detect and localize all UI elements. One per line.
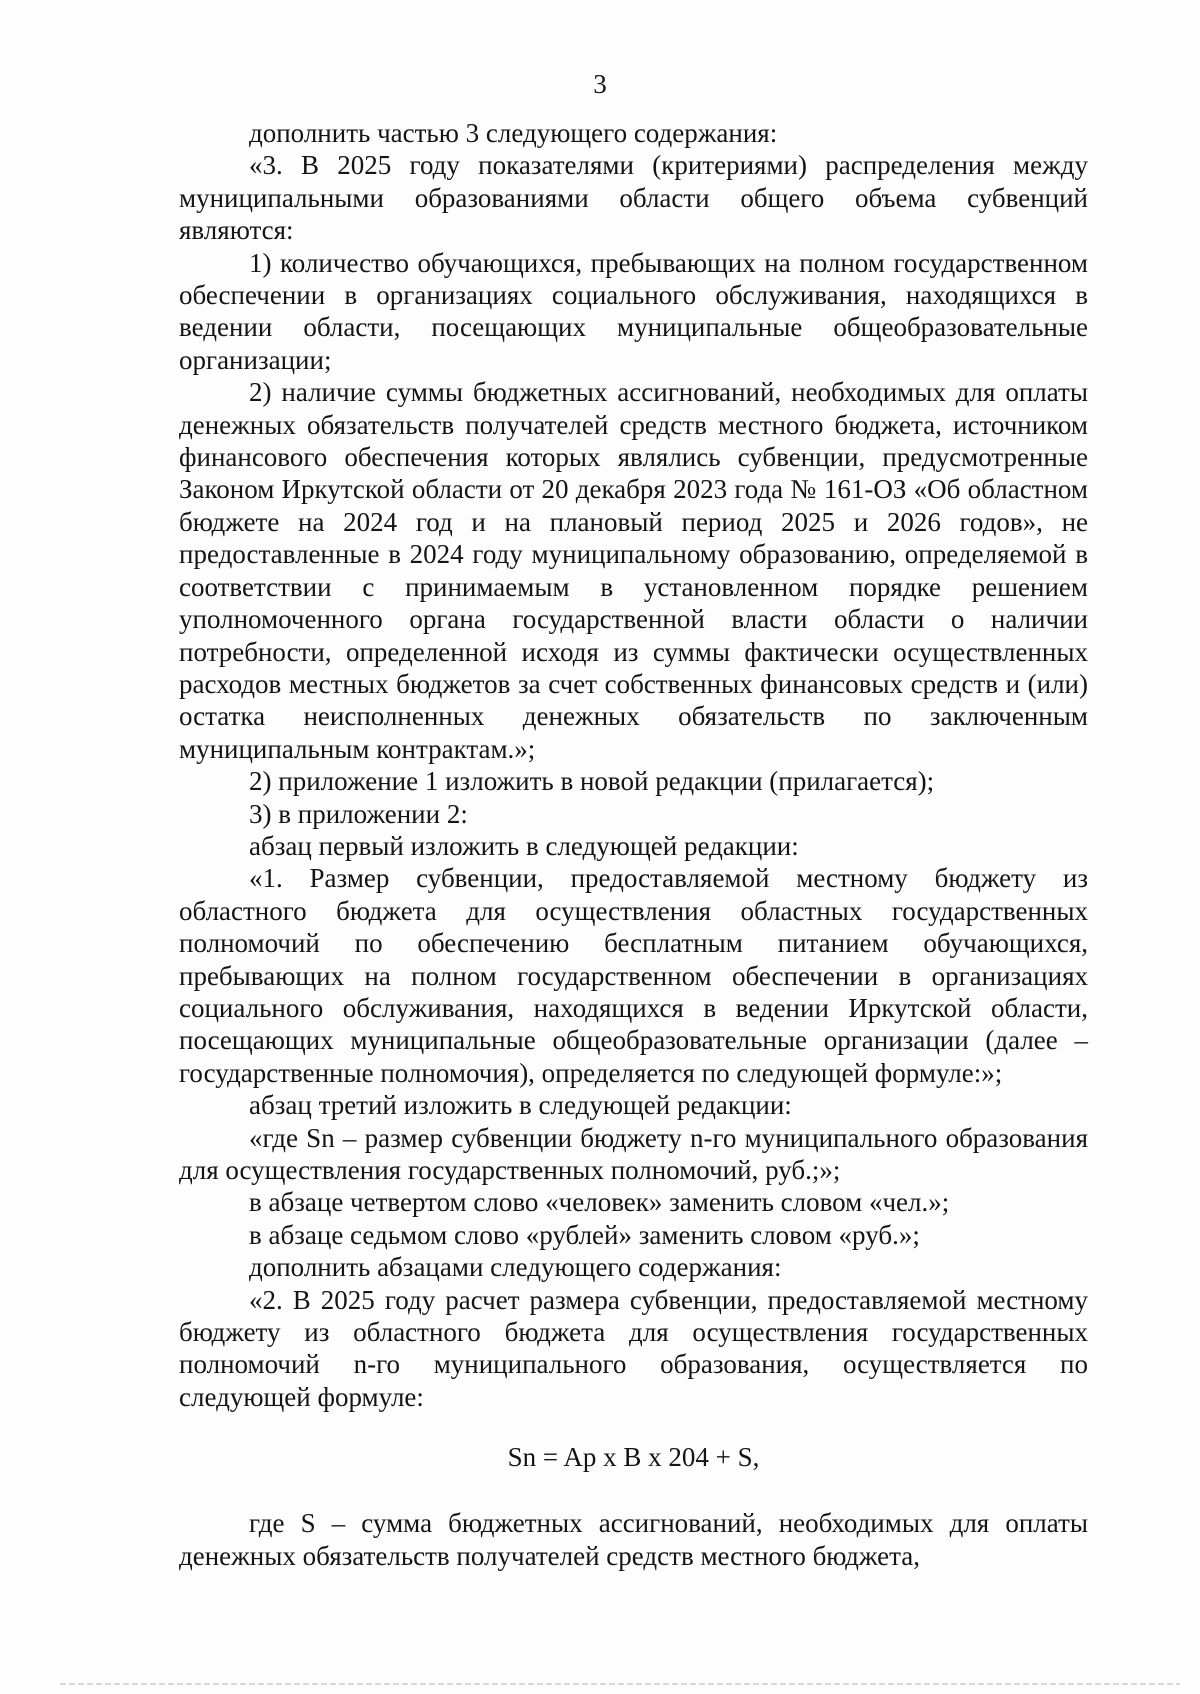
- paragraph: 1) количество обучающихся, пребывающих на полном государственном обеспечении в организациях социального обслуживания, находящихся в ведении области, посещающих муниципальные общеобразовательные организации;: [179, 247, 1088, 375]
- paragraph: абзац третий изложить в следующей редакции:: [249, 1090, 792, 1121]
- paragraph: абзац первый изложить в следующей редакции:: [249, 830, 799, 861]
- paragraph: «3. В 2025 году показателями (критериями) распределения между муниципальными образованиями области общего объема субвенций являются:: [179, 150, 1088, 246]
- paragraph: «1. Размер субвенции, предоставляемой местному бюджету из областного бюджета для осуществления областных государственных полномочий по обеспечению бесплатным питанием обучающихся, пребывающих на полном государственном обеспечении в организациях социального обслуживания, находящихся в ведении Иркутской области, посещающих муниципальные общеобразовательные организации (далее – государственные полномочия), определяется по следующей формуле:»;: [179, 863, 1088, 1088]
- paragraph: 2) приложение 1 изложить в новой редакции (прилагается);: [249, 766, 935, 797]
- paragraph: в абзаце седьмом слово «рублей» заменить словом «руб.»;: [249, 1219, 920, 1250]
- paragraph: дополнить абзацами следующего содержания:: [249, 1252, 782, 1283]
- document-body: [179, 117, 1088, 1572]
- paragraph: дополнить частью 3 следующего содержания:: [249, 118, 778, 148]
- formula: Sn = Ap x B x 204 + S,: [507, 1442, 760, 1473]
- paragraph: в абзаце четвертом слово «человек» заменить словом «чел.»;: [249, 1187, 950, 1218]
- paragraph: где S – сумма бюджетных ассигнований, необходимых для оплаты денежных обязательств получателей средств местного бюджета,: [179, 1508, 1088, 1571]
- scan-edge-line: [60, 1683, 1180, 1685]
- paragraph: 2) наличие суммы бюджетных ассигнований, необходимых для оплаты денежных обязательств получателей средств местного бюджета, источником финансового обеспечения которых являлись субвенции, предусмотренные Законом Иркутской области от 20 декабря 2023 года № 161-ОЗ «Об областном бюджете на 2024 год и на плановый период 2025 и 2026 годов», не предоставленные в 2024 году муниципальному образованию, определяемой в соответствии с принимаемым в установленном порядке решением уполномоченного органа государственной власти области о наличии потребности, определенной исходя из суммы фактически осуществленных расходов местных бюджетов за счет собственных финансовых средств и (или) остатка неисполненных денежных обязательств по заключенным муниципальным контрактам.»;: [179, 377, 1088, 764]
- paragraph: «2. В 2025 году расчет размера субвенции, предоставляемой местному бюджету из областного бюджета для осуществления государственных полномочий n-го муниципального образования, осуществляется по следующей формуле:: [179, 1284, 1088, 1412]
- paragraph: 3) в приложении 2:: [249, 798, 468, 829]
- paragraph: «где Sn – размер субвенции бюджету n-го муниципального образования для осуществления государственных полномочий, руб.;»;: [179, 1122, 1088, 1185]
- page-number: 3: [593, 69, 607, 99]
